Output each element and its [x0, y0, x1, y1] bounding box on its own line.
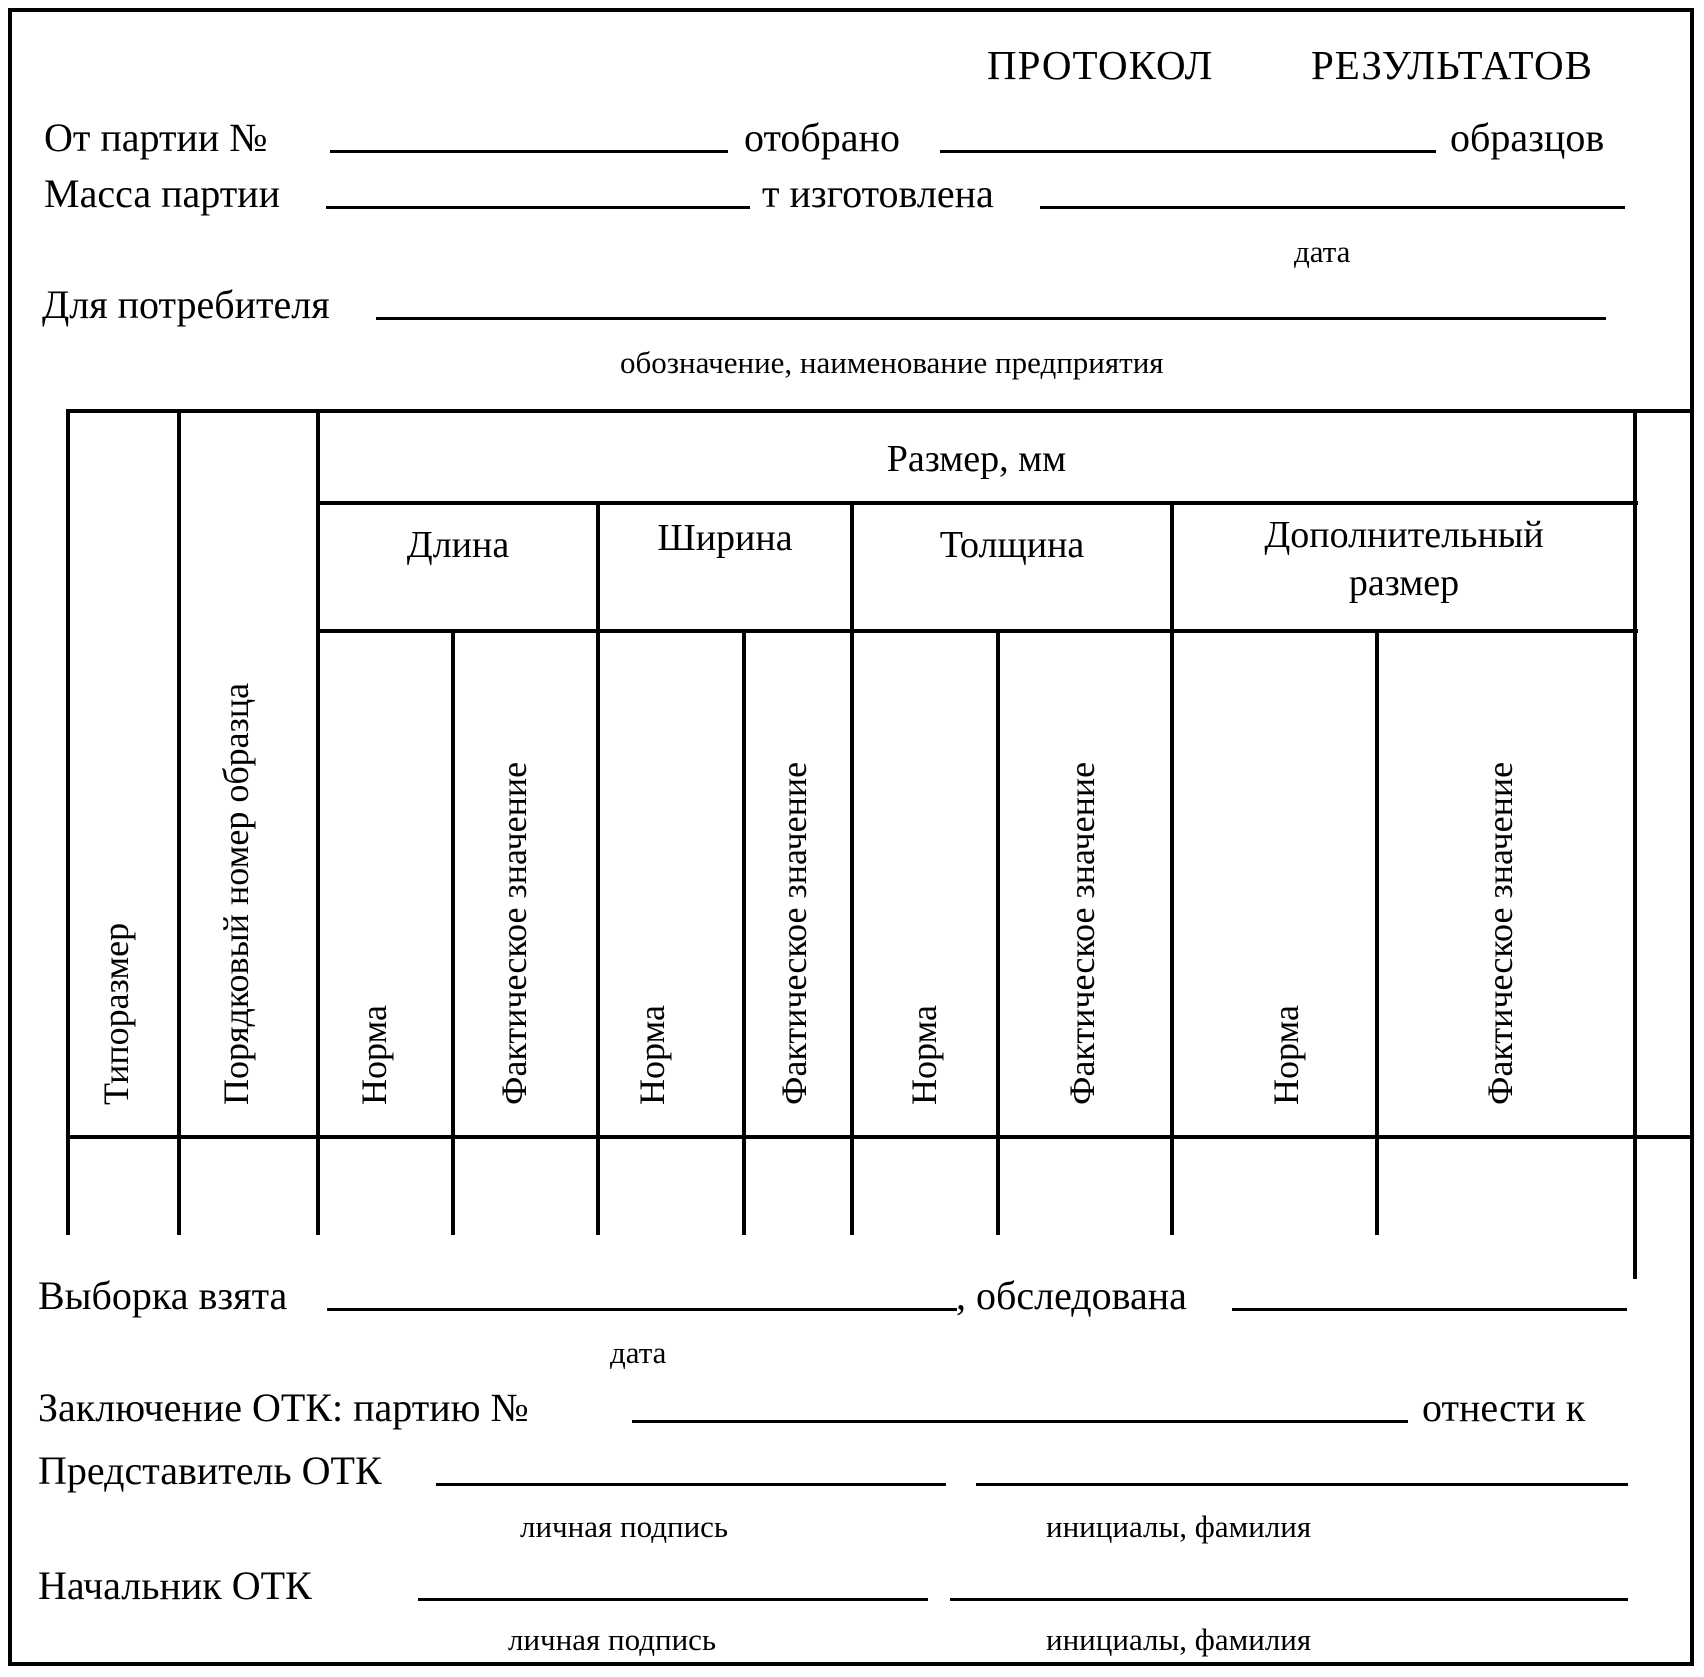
examined-field[interactable]: [1232, 1308, 1627, 1311]
rep-name-caption: инициалы, фамилия: [1046, 1509, 1312, 1544]
batch-mass-field[interactable]: [326, 206, 750, 209]
chief-label: Начальник ОТК: [38, 1563, 312, 1608]
batch-number-label: От партии №: [44, 115, 268, 160]
cell-extra-actual[interactable]: [1379, 1140, 1633, 1233]
consumer-field[interactable]: [376, 317, 1606, 320]
type-size-header: Типоразмер: [96, 922, 136, 1105]
chief-name-field[interactable]: [950, 1598, 1628, 1601]
conclusion-suffix: отнести к: [1422, 1385, 1586, 1430]
extra-actual-header: Фактическое значение: [1480, 761, 1520, 1105]
conclusion-label: Заключение ОТК: партию №: [38, 1385, 529, 1430]
cell-length-actual[interactable]: [455, 1140, 596, 1233]
selected-label: отобрано: [744, 115, 900, 160]
batch-number-field[interactable]: [330, 150, 728, 153]
extra-norm-header: Норма: [1266, 1005, 1306, 1105]
table-header-bottom-border: [66, 1135, 1694, 1139]
sample-number-header: Порядковый номер образца: [216, 682, 256, 1105]
extra-size-header: [1174, 512, 1634, 607]
sample-taken-label: Выборка взята: [38, 1273, 288, 1318]
chief-name-caption: инициалы, фамилия: [1046, 1622, 1312, 1657]
length-norm-header: Норма: [354, 1005, 394, 1105]
length-actual-header: Фактическое значение: [494, 761, 534, 1105]
width-header: Ширина: [657, 517, 793, 559]
rep-label: Представитель ОТК: [38, 1448, 382, 1493]
title-word-results: РЕЗУЛЬТАТОВ: [1311, 42, 1594, 88]
rep-name-field[interactable]: [976, 1483, 1628, 1486]
table-col-line: [177, 409, 181, 1235]
table-col-line: [850, 501, 854, 1235]
chief-signature-caption: личная подпись: [508, 1622, 717, 1657]
conclusion-batch-field[interactable]: [632, 1420, 1408, 1423]
cell-thickness-actual[interactable]: [1000, 1140, 1170, 1233]
cell-width-norm[interactable]: [600, 1140, 742, 1233]
thickness-header: Толщина: [939, 524, 1085, 566]
samples-suffix: образцов: [1450, 115, 1605, 160]
table-line-groups: [318, 629, 1638, 633]
table-col-line: [1170, 501, 1174, 1235]
cell-extra-norm[interactable]: [1174, 1140, 1375, 1233]
table-col-line: [66, 409, 70, 1235]
consumer-caption: обозначение, наименование предприятия: [620, 345, 1164, 380]
batch-mass-label: Масса партии: [44, 171, 280, 216]
made-date-caption: дата: [1294, 234, 1351, 269]
made-label: т изготовлена: [762, 171, 994, 216]
extra-size-header-line2: размер: [1348, 561, 1460, 604]
cell-thickness-norm[interactable]: [854, 1140, 996, 1233]
examined-label: , обследована: [956, 1273, 1187, 1318]
length-header: Длина: [406, 524, 510, 566]
thickness-actual-header: Фактическое значение: [1062, 761, 1102, 1105]
table-line-size-group: [318, 501, 1638, 505]
thickness-norm-header: Норма: [904, 1005, 944, 1105]
width-actual-header: Фактическое значение: [774, 761, 814, 1105]
cell-width-actual[interactable]: [746, 1140, 850, 1233]
chief-signature-field[interactable]: [418, 1598, 928, 1601]
cell-sample-number[interactable]: [181, 1140, 316, 1233]
selected-count-field[interactable]: [940, 150, 1436, 153]
extra-size-header-line1: Дополнительный: [1264, 514, 1544, 556]
size-group-header: Размер, мм: [886, 438, 1067, 480]
rep-signature-caption: личная подпись: [520, 1509, 729, 1544]
table-top-border: [66, 409, 1694, 413]
cell-type-size[interactable]: [70, 1140, 177, 1233]
width-norm-header: Норма: [632, 1005, 672, 1105]
rep-signature-field[interactable]: [436, 1483, 946, 1486]
sample-taken-field[interactable]: [327, 1308, 957, 1311]
title-word-protocol: ПРОТОКОЛ: [987, 42, 1214, 88]
sample-taken-caption: дата: [610, 1335, 667, 1370]
table-col-line: [596, 501, 600, 1235]
cell-length-norm[interactable]: [320, 1140, 451, 1233]
consumer-label: Для потребителя: [42, 282, 330, 327]
made-date-field[interactable]: [1040, 206, 1625, 209]
